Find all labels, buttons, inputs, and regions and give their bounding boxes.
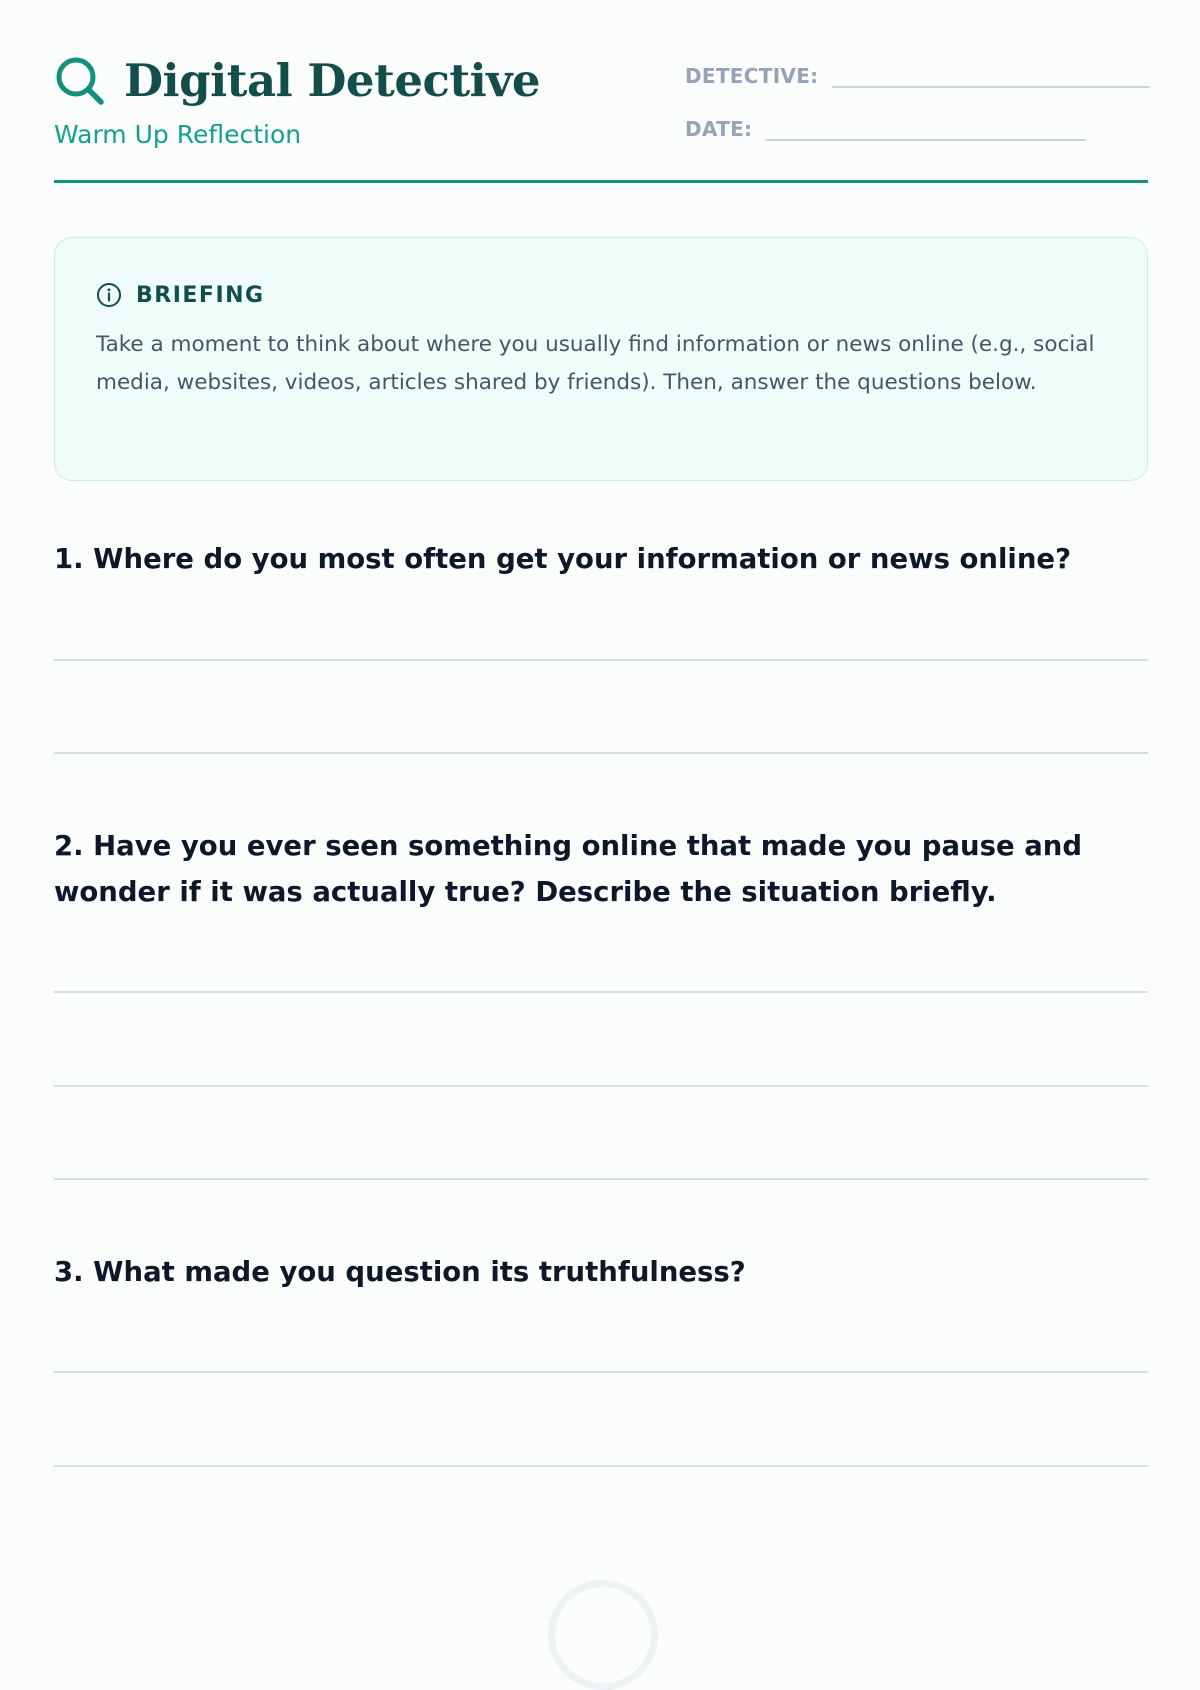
date-field: [685, 113, 1086, 141]
briefing-heading: [96, 282, 265, 308]
answer-line-2-1[interactable]: [54, 991, 1148, 993]
answer-line-1-2[interactable]: [54, 752, 1148, 754]
header-divider: [54, 180, 1148, 183]
worksheet-page: [54, 0, 1148, 1600]
page-subtitle: Warm Up Reflection: [54, 120, 302, 149]
page-title: Digital Detective: [124, 54, 541, 107]
answer-line-1-1[interactable]: [54, 659, 1148, 661]
brand: [54, 54, 540, 107]
date-input[interactable]: [766, 113, 1086, 141]
detective-field: [685, 60, 1150, 88]
answer-line-2-3[interactable]: [54, 1178, 1148, 1180]
briefing-text: Take a moment to think about where you usually find information or news online (e.g., social media, websites, videos, articles shared by friends). Then, answer the questions below.: [96, 332, 1095, 395]
detective-label: DETECTIVE:: [685, 64, 819, 88]
date-label: DATE:: [685, 117, 753, 141]
answer-line-3-1[interactable]: [54, 1371, 1148, 1373]
detective-name-input[interactable]: [832, 60, 1150, 88]
answer-line-2-2[interactable]: [54, 1085, 1148, 1087]
question-3: 3. What made you question its truthfulness?: [54, 1256, 746, 1288]
briefing-label: BRIEFING: [136, 282, 265, 308]
magnifier-icon: [54, 55, 106, 107]
answer-line-3-2[interactable]: [54, 1465, 1148, 1467]
worksheet-header: [54, 54, 1148, 184]
briefing-box: [54, 237, 1148, 481]
info-icon: [96, 282, 122, 308]
question-2: 2. Have you ever seen something online that made you pause and wonder if it was actually true? Describe the situation briefly.: [54, 830, 1083, 908]
decorative-circle: [548, 1580, 658, 1690]
question-1: 1. Where do you most often get your information or news online?: [54, 543, 1072, 575]
